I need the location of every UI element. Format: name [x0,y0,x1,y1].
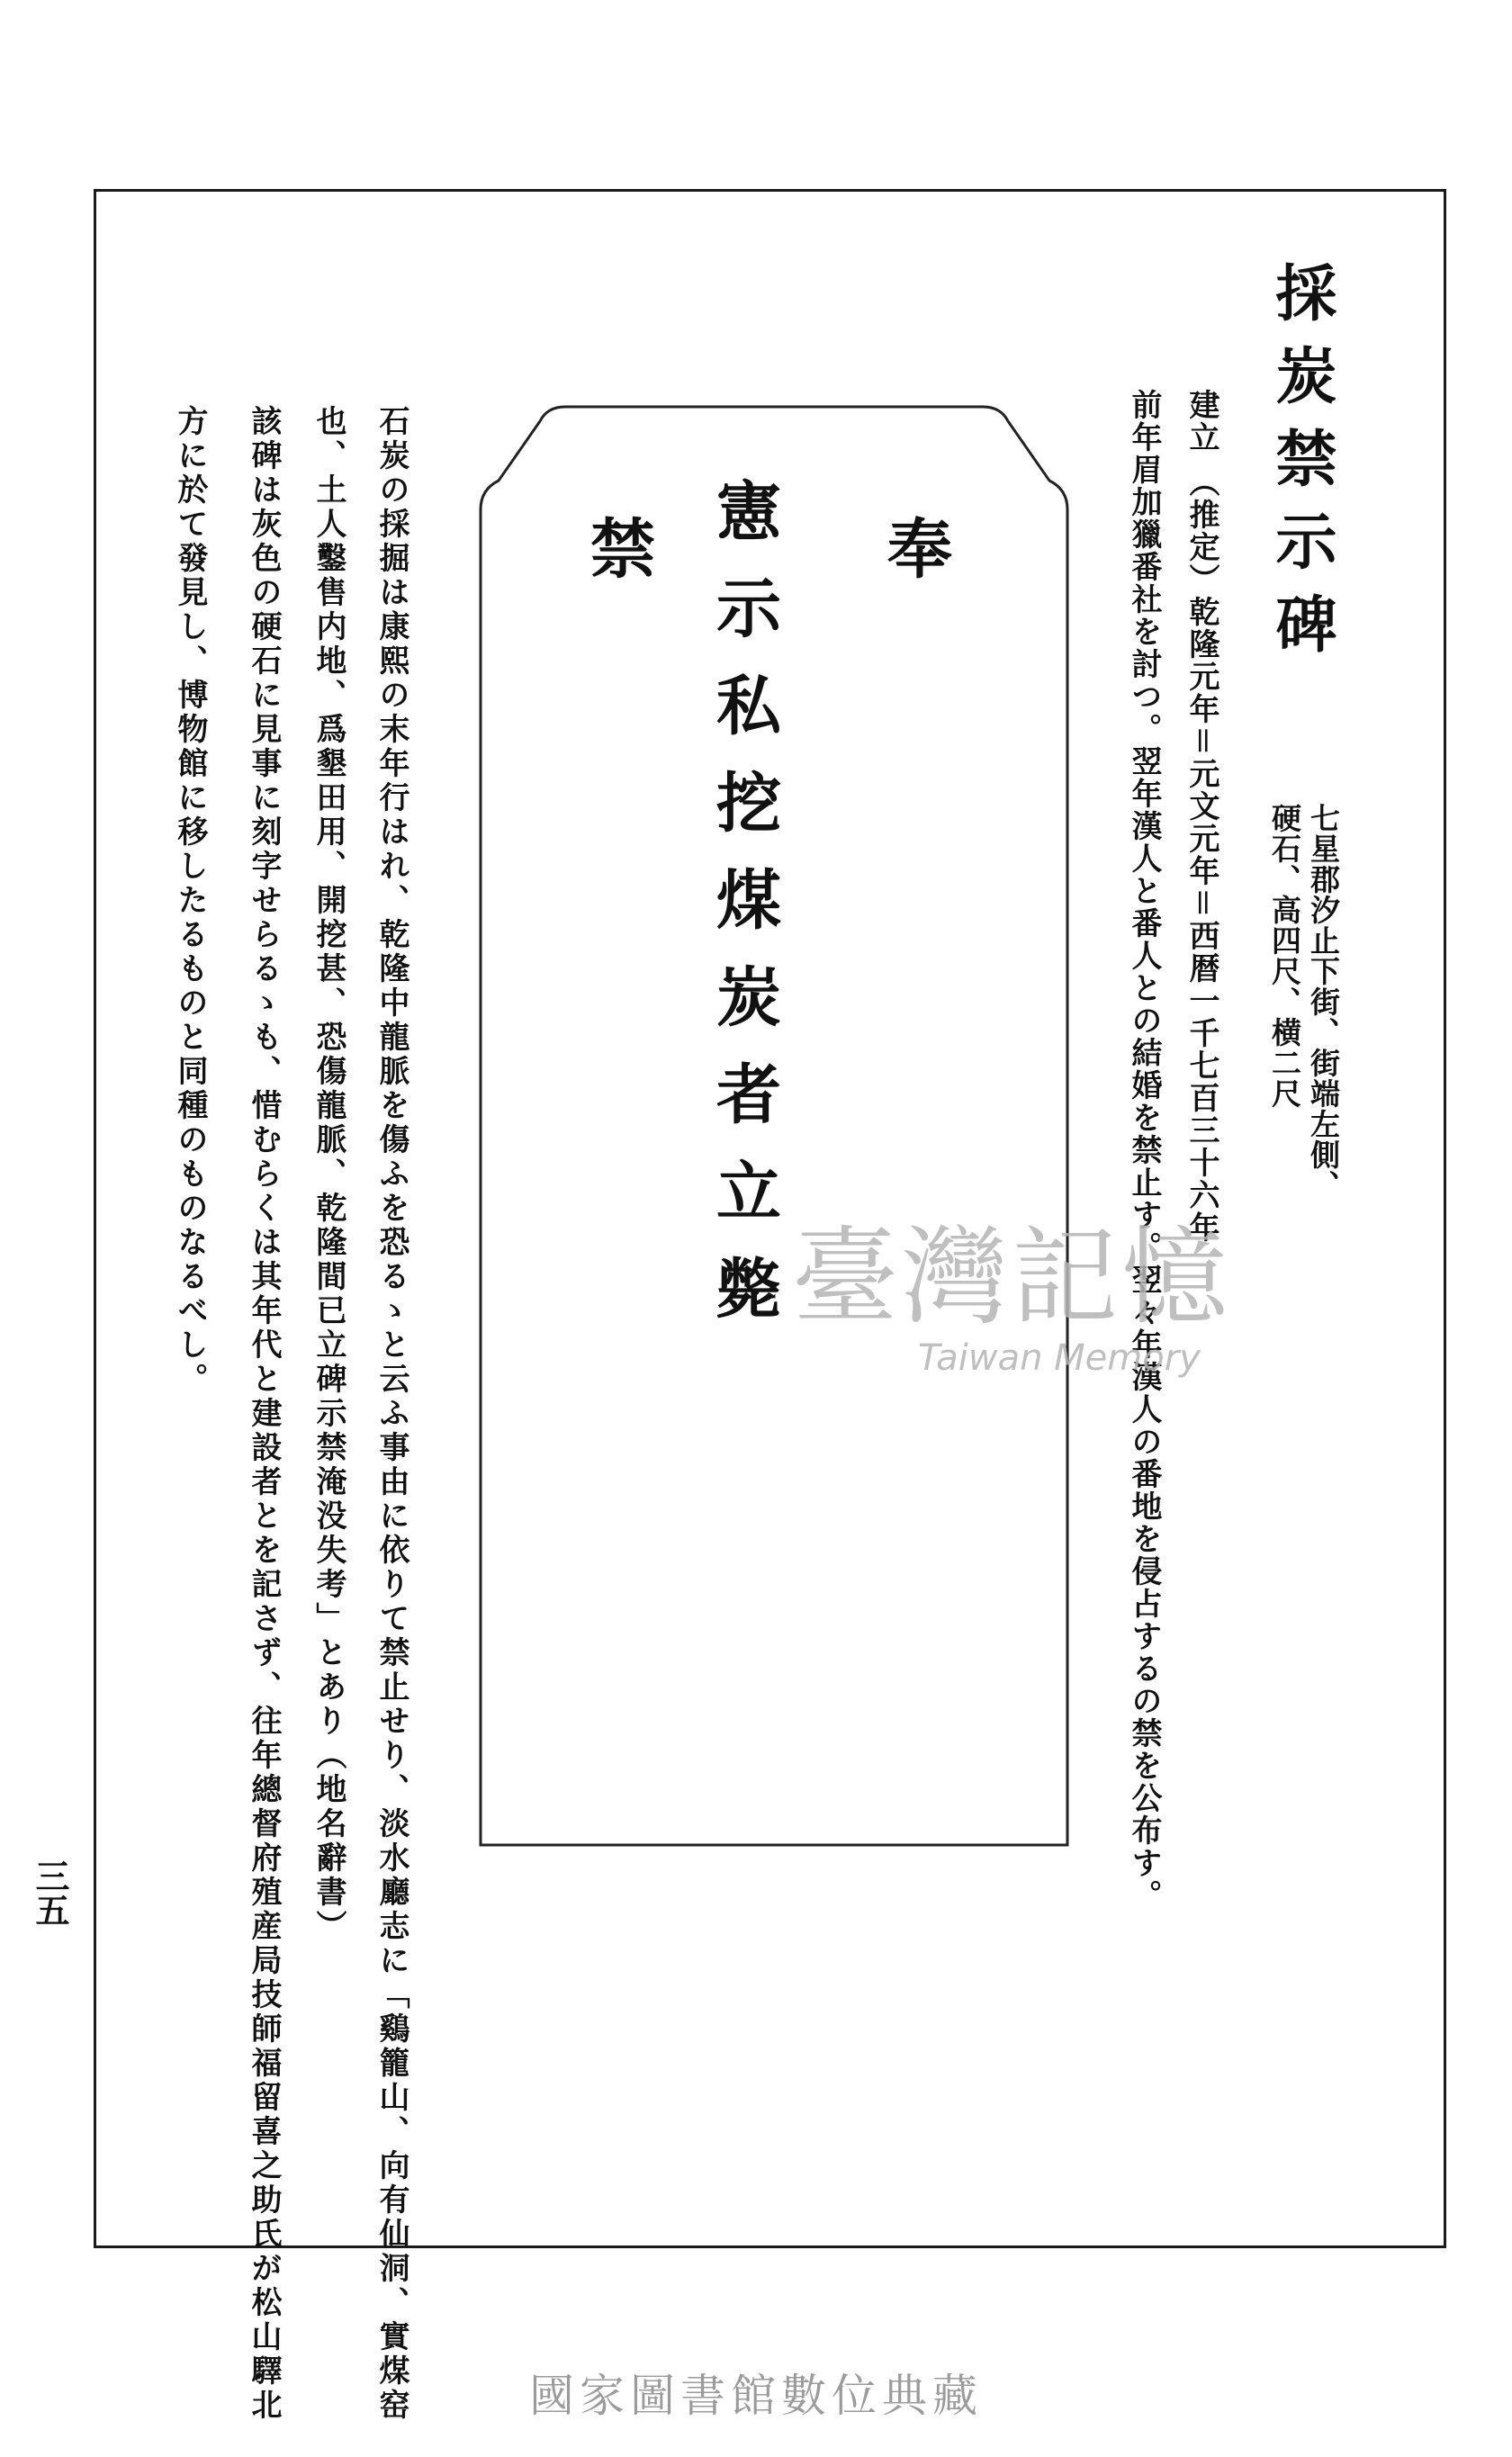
body-column-4: 方に於て發見し、博物館に移したるものと同種のものなるべし。 [172,405,208,1397]
built-date: 建立 （推定）乾隆元年＝元文元年＝西暦一千七百三十六年 [1184,389,1220,1244]
location-line-2: 硬石、高四尺、横二尺 [1267,803,1302,1109]
inscription-line-3: 禁 [580,515,656,580]
historical-context: 前年眉加獵番社を討つ。翌年漢人と番人との結婚を禁止す。翌々年漢人の番地を侵占するの禁を公布す。 [1126,389,1162,1912]
inscription-line-1: 奉 [877,515,953,580]
watermark-subtitle: Taiwan Memory [918,1337,1201,1379]
body-column-3: 該碑は灰色の硬石に見事に刻字せらるゝも、惜むらくは其年代と建設者とを記さず、往年總督府殖産局技師福留喜之助氏が松山驛北 [246,405,282,2423]
watermark-main: 臺灣記憶 [792,1215,1232,1339]
body-column-2: 也、土人鑿售内地、爲墾田用、開挖甚、恐傷龍脈、乾隆間已立碑示禁淹没失考」とあり（地名辭書） [310,405,346,1944]
inscription-line-2: 憲示私挖煤炭者立斃 [706,477,782,1352]
page-title: 採炭禁示碑 [1265,261,1337,675]
location-line-1: 七星郡汐止下街、街端左側、 [1306,803,1341,1201]
watermark-logo [792,1215,1232,1379]
footer-credit: 國家圖書館數位典藏 [529,2370,983,2422]
body-column-1: 石炭の採掘は康熙の末年行はれ、乾隆中龍脈を傷ふを恐るゝと云ふ事由に依りて禁止せり、淡水廳志に「鷄籠山、向有仙洞、實煤窑 [374,405,410,2423]
page-number: 三五 [30,1858,70,1927]
